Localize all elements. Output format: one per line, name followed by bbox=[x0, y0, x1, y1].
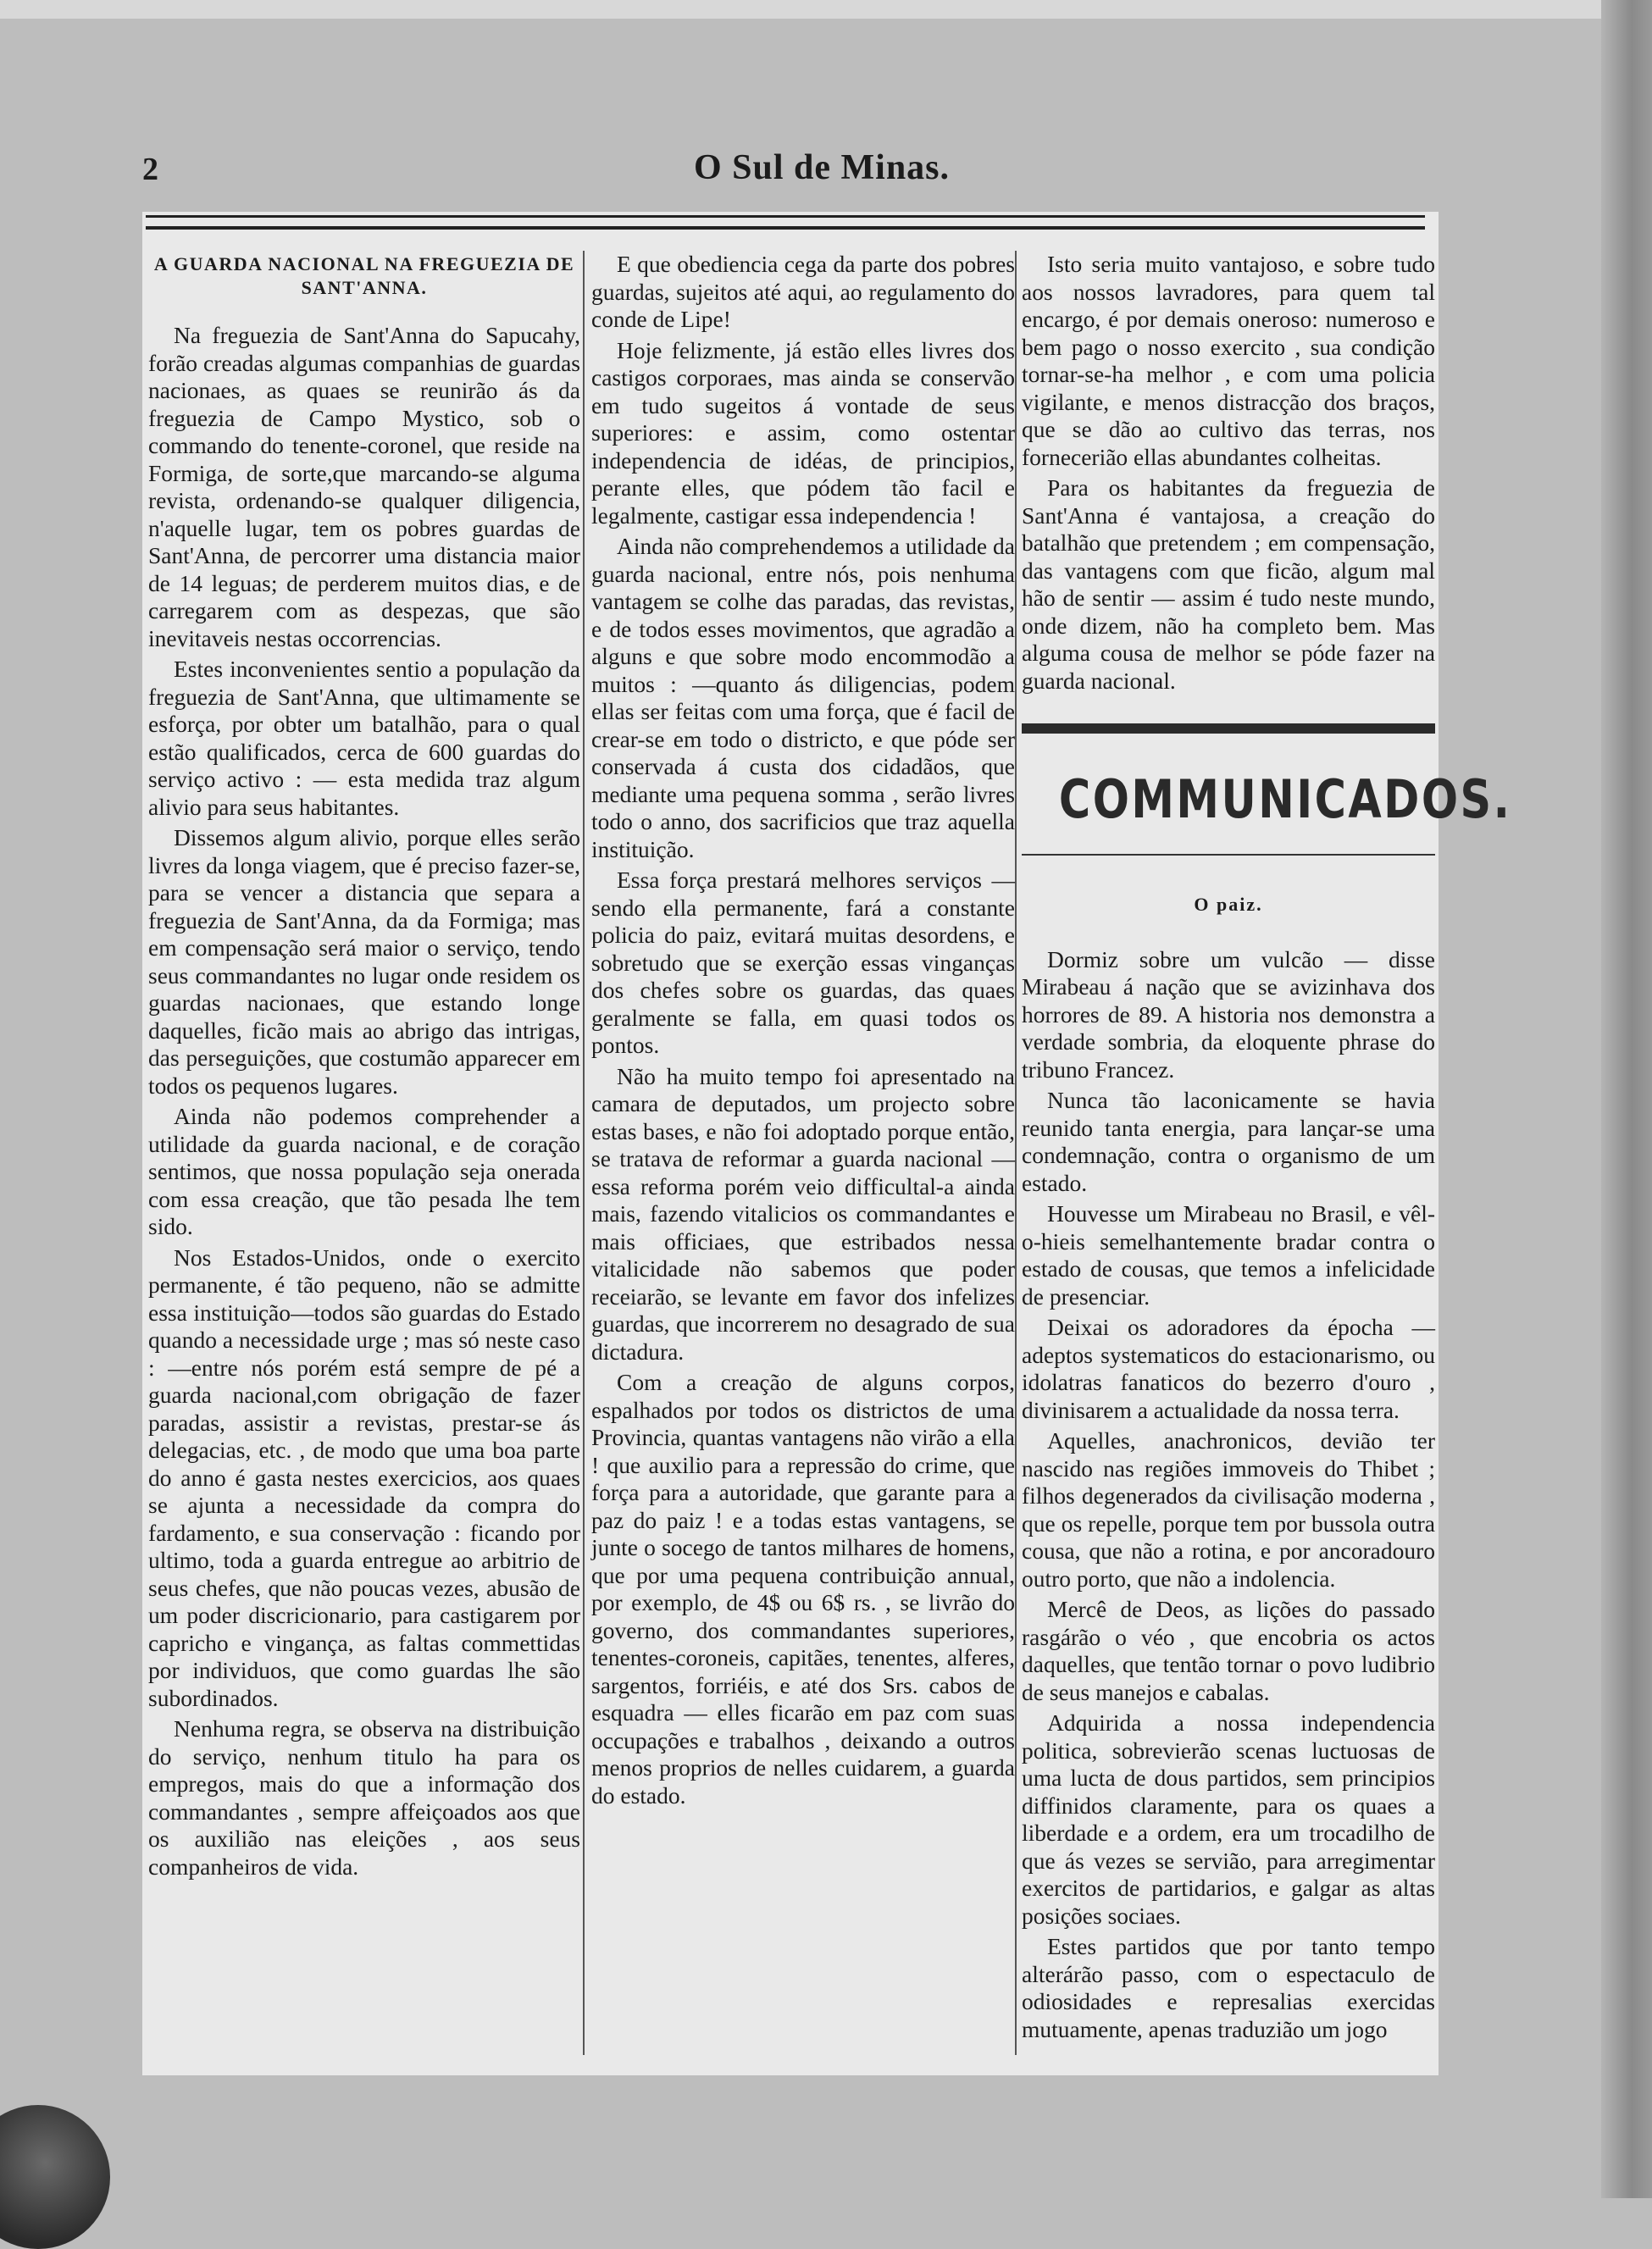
article-paragraph: Isto seria muito vantajoso, e sobre tudo aos nossos lavradores, para quem tal encargo, é por demais oneroso: numeroso e bem pago o nosso exercito , sua condição tornar-se-ha melhor , e com uma policia vigilante, e menos distracção dos braços, que se dão ao cultivo das terras, nos fornecerião ellas abundantes colheitas. bbox=[1022, 251, 1435, 470]
article-paragraph: Com a creação de alguns corpos, espalhados por todos os districtos de uma Provincia, quantas vantagens não virão a ella ! que auxilio para a repressão do crime, que força para a autoridade, que garante para a paz do paiz ! e a todas estas vantagens, se junte o socego de tantos milhares de homens, que por uma pequena contribuição annual, por exemplo, de 4$ ou 6$ rs. , se livrão do governo, dos commandantes superiores, tenentes-coroneis, capitães, tenentes, alferes, sargentos, forriéis, e até dos Srs. cabos de esquadra — elles ficarão em paz com suas occupações e trabalhos , deixando a outros menos proprios de nelles cuidarem, a guarda do estado. bbox=[591, 1369, 1015, 1809]
communique-paragraph: Aquelles, anachronicos, devião ter nascido nas regiões immoveis do Thibet ; filhos degenerados da civilisação moderna , que os repelle, porque tem por bussola outra cousa, que não a rotina, e por ancoradouro outro porto, que não a indolencia. bbox=[1022, 1427, 1435, 1592]
section-rule bbox=[1022, 723, 1435, 734]
communique-title: O paiz. bbox=[1194, 894, 1263, 915]
communique-paragraph: Deixai os adoradores da épocha — adeptos systematicos do estacionarismo, ou idolatras fanaticos do bezerro d'ouro , divinisarem a actualidade da nossa terra. bbox=[1022, 1314, 1435, 1423]
article-paragraph: Na freguezia de Sant'Anna do Sapucahy, forão creadas algumas companhias de guardas nacionaes, as quaes se reunirão ás da freguezia de Campo Mystico, sob o commando do tenente-coronel, que reside na Formiga, de sorte,que marcando-se alguma revista, ordenando-se qualquer diligencia, n'aquelle lugar, tem os pobres guardas de Sant'Anna, de percorrer uma distancia maior de 14 leguas; de perderem muitos dias, e de carregarem com as despezas, que são inevitaveis nestas occorrencias. bbox=[148, 322, 580, 651]
article-paragraph: Nenhuma regra, se observa na distribuição do serviço, nenhum titulo ha para os empregos, mais do que a informação dos commandantes , sempre affeiçoados aos que os auxilião nas eleições , aos seus companheiros de vida. bbox=[148, 1715, 580, 1880]
communique-paragraph: Adquirida a nossa independencia politica, sobrevierão scenas luctuosas de uma lucta de dous partidos, sem principios diffinidos claramente, para os quaes a liberdade e a ordem, era um trocadilho de que ás vezes se servião, para arregimentar exercitos de partidarios, e galgar as altas posições sociaes. bbox=[1022, 1709, 1435, 1929]
communique-paragraph: Nunca tão laconicamente se havia reunido tanta energia, para lançar-se uma condemnação, contra o organismo de um estado. bbox=[1022, 1087, 1435, 1196]
newspaper-title: O Sul de Minas. bbox=[693, 148, 951, 187]
article-paragraph: Para os habitantes da freguezia de Sant'Anna é vantajosa, a creação do batalhão que pretendem ; em compensação, das vantagens com que ficão, algum mal hão de sentir — assim é tudo neste mundo, onde dizem, não ha completo bem. Mas alguma cousa de melhor se póde fazer na guarda nacional. bbox=[1022, 474, 1435, 694]
column-1 bbox=[148, 251, 580, 2055]
article-paragraph: Essa força prestará melhores serviços — sendo ella permanente, fará a constante policia do paiz, evitará muitas desordens, e sobretudo que se exerção essas vinganças dos chefes sobre os guardas, das quaes geralmente se falla, em quasi todos os pontos. bbox=[591, 867, 1015, 1058]
scan-border-right bbox=[1601, 0, 1652, 2198]
article-paragraph: Estes inconvenientes sentio a população da freguezia de Sant'Anna, que ultimamente se esforça, por obter um batalhão, para o qual estão qualificados, cerca de 600 guardas do serviço activo : — esta medida traz algum alivio para seus habitantes. bbox=[148, 656, 580, 820]
section-title: COMMUNICADOS. bbox=[1058, 768, 1512, 830]
scan-border-top bbox=[0, 0, 1652, 19]
column-divider bbox=[1015, 251, 1017, 2055]
article-paragraph: Ainda não comprehendemos a utilidade da guarda nacional, entre nós, pois nenhuma vantagem se colhe das paradas, das revistas, e de todos esses movimentos, que agradão a alguns e que sobre modo encommodão a muitos : —quanto ás diligencias, podem ellas ser feitas com uma força, que é facil de crear-se em todo o districto, e que póde ser conservada á custa dos cidadãos, que mediante uma pequena somma , serão livres todo o anno, dos sacrificios que traz aquella instituição. bbox=[591, 533, 1015, 862]
article-paragraph: Não ha muito tempo foi apresentado na camara de deputados, um projecto sobre estas bases, e não foi adoptado porque então, se tratava de reformar a guarda nacional — essa reforma porém veio difficultal-a ainda mais, fazendo vitalicios os commandantes e mais officiaes, que estribados nessa vitalicidade não sabemos que poder receiarão, se levante em favor dos infelizes guardas, que incorrerem no desagrado de sua dictadura. bbox=[591, 1062, 1015, 1365]
article-paragraph: Nos Estados-Unidos, onde o exercito permanente, é tão pequeno, não se admitte essa instituição—todos são guardas do Estado quando a necessidade urge ; mas só neste caso : —entre nós porém está sempre de pé a guarda nacional,com obrigação de fazer paradas, assistir a revistas, prestar-se ás delegacias, etc. , de modo que uma boa parte do anno é gasta nestes exercicios, aos quaes se ajunta a necessidade da compra do fardamento, e sua conservação : ficando por ultimo, toda a guarda entregue ao arbitrio de seus chefes, que não poucas vezes, abusão de um poder discricionario, para castigarem por capricho e vingança, as faltas commettidas por individuos, que como guardas lhe são subordinados. bbox=[148, 1244, 580, 1711]
article-paragraph: Hoje felizmente, já estão elles livres dos castigos corporaes, mas ainda se conservão em tudo sugeitos á vontade de seus superiores: e assim, como ostentar independencia de idéas, de principios, perante elles, que pódem tão facil e legalmente, castigar essa independencia ! bbox=[591, 336, 1015, 529]
column-3 bbox=[1022, 251, 1512, 2055]
article-paragraph: E que obediencia cega da parte dos pobres guardas, sujeitos até aqui, ao regulamento do conde de Lipe! bbox=[591, 251, 1015, 332]
column-divider bbox=[583, 251, 585, 2055]
page-number: 2 bbox=[142, 152, 158, 187]
communique-paragraph: Dormiz sobre um vulcão — disse Mirabeau á nação que se avizinhava dos horrores de 89. A historia nos demonstra a verdade sombria, da eloquente phrase do tribuno Francez. bbox=[1022, 945, 1435, 1083]
masthead-rule bbox=[146, 215, 1425, 230]
communique-paragraph: Estes partidos que por tanto tempo alterárão passo, com o espectaculo de odiosidades e represalias exercidas mutuamente, apenas traduzião um jogo bbox=[1022, 1933, 1435, 2042]
section-underline bbox=[1022, 854, 1435, 856]
article-title: A GUARDA NACIONAL NA FREGUEZIA DE SANT'ANNA. bbox=[153, 253, 575, 298]
communique-paragraph: Houvesse um Mirabeau no Brasil, e vêl-o-hieis semelhantemente bradar contra o estado de cousas, que temos a infelicidade de presenciar. bbox=[1022, 1200, 1435, 1310]
article-paragraph: Dissemos algum alivio, porque elles serão livres da longa viagem, que é preciso fazer-se, para se vencer a distancia que separa a freguezia de Sant'Anna, da da Formiga; mas em compensação será maior o serviço, tendo seus commandantes no lugar onde residem os guardas nacionaes, que estando longe daquelles, ficão mais ao abrigo das intrigas, das perseguições, que costumão apparecer em todos os pequenos lugares. bbox=[148, 824, 580, 1099]
article-paragraph: Ainda não podemos comprehender a utilidade da guarda nacional, e de coração sentimos, que nossa população seja onerada com essa creação, que tão pesada lhe tem sido. bbox=[148, 1103, 580, 1239]
column-2 bbox=[591, 251, 1015, 2055]
scanner-shadow bbox=[0, 2105, 110, 2249]
communique-paragraph: Mercê de Deos, as lições do passado rasgárão o véo , que encobria os actos daquelles, que tentão tornar o povo ludibrio de seus manejos e cabalas. bbox=[1022, 1596, 1435, 1705]
